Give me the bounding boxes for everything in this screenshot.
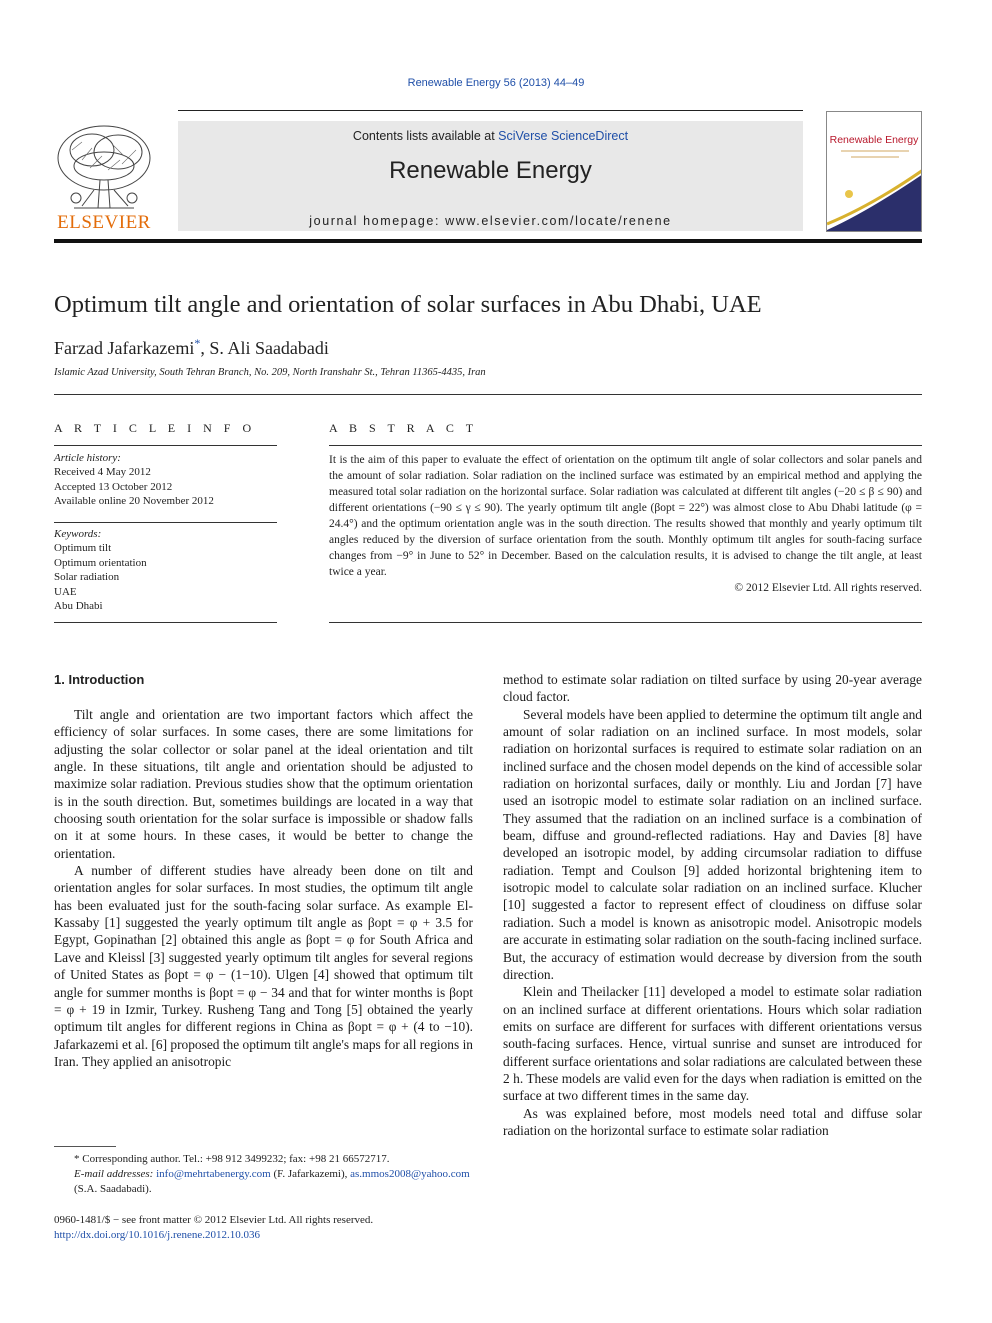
keyword-item: UAE	[54, 585, 77, 598]
keyword-item: Solar radiation	[54, 571, 120, 584]
body-paragraph: Tilt angle and orientation are two important factors which affect the efficiency of solar surfaces. In some cases, there are some limitations for adjusting the solar collector or solar panel at the ideal orientation and tilt angle. In these situations, tilt angle and orientation should be adjusted to maximize solar radiation. Previous studies show that the optimum orientation is in the south direction. But, sometimes buildings are located in a way that choosing south orientation for the solar surface is impossible or shadow falls on it at some hours. In these cases, it would be better to change the orientation.	[54, 707, 473, 861]
history-accepted: Accepted 13 October 2012	[54, 480, 173, 493]
footnote-rule	[54, 1146, 116, 1147]
contents-line	[178, 129, 803, 143]
keywords-label: Keywords:	[54, 528, 102, 540]
article-info-rule-mid	[54, 522, 277, 523]
history-received: Received 4 May 2012	[54, 466, 151, 479]
abstract-text: It is the aim of this paper to evaluate the effect of orientation on the optimum tilt angle of solar collectors and solar panels and the amount of solar radiation. Solar radiation on the inclined surface was estimated by an empirical method and applying the measured total solar radiation on the horizontal surface. Solar radiation was calculated at different tilt angles (−20 ≤ β ≤ 90) and different orientations (−90 ≤ γ ≤ 90). The yearly optimum tilt angle (βopt = 22°) was almost close to Abu Dhabi latitude (φ = 24.4°) and the optimum orientation angle was in the south direction. The results showed that monthly and yearly optimum tilt angles reduced by the diversion of surface orientation from the south. Monthly optimum tilt angles for south-facing surface changes from −9° in June to 52° in December. Based on the calculation results, it is advised to change the tilt angle, at least twice a year.	[329, 454, 922, 578]
header-top-rule	[178, 110, 803, 111]
article-info-rule-top	[54, 445, 277, 446]
article-history	[54, 451, 277, 509]
body-paragraph: Klein and Theilacker [11] developed a model to estimate solar radiation on an inclined surface at different orientations. Hours which solar radiation emits on surface are different for surfaces with different orientations versus south-facing surfaces. Hence, virtual sunrise and sunset are introduced for different surface orientations and solar radiations are calculated between these 2 h. These models are valid even for the days when radiation is emitted on the surface at two different times in the same day.	[503, 984, 922, 1104]
email-link-1[interactable]: info@mehrtabenergy.com	[156, 1168, 271, 1180]
body-column-left	[54, 706, 473, 1070]
abstract-body	[329, 452, 922, 596]
journal-name: Renewable Energy	[389, 157, 592, 184]
keyword-item: Abu Dhabi	[54, 600, 103, 613]
article-info-rule-bottom	[54, 622, 277, 623]
abstract-rule-bottom	[329, 622, 922, 623]
author-1[interactable]: Farzad Jafarkazemi	[54, 338, 195, 358]
issn-line: 0960-1481/$ − see front matter © 2012 Elsevier Ltd. All rights reserved.	[54, 1214, 374, 1226]
email-note	[54, 1167, 473, 1197]
corresponding-note: * Corresponding author. Tel.: +98 912 3499232; fax: +98 21 66572717.	[74, 1153, 390, 1165]
body-paragraph: As was explained before, most models need total and diffuse solar radiation on the horizontal surface to estimate solar radiation	[503, 1105, 922, 1138]
journal-header-box	[178, 121, 803, 231]
email-label: E-mail addresses:	[74, 1168, 157, 1180]
sciencedirect-link[interactable]: SciVerse ScienceDirect	[498, 129, 629, 143]
journal-cover-thumbnail[interactable]	[826, 111, 922, 232]
abstract-rule-top	[329, 445, 922, 446]
author-2[interactable]: , S. Ali Saadabadi	[200, 338, 329, 358]
abstract-copyright: © 2012 Elsevier Ltd. All rights reserved.	[734, 582, 922, 594]
corresponding-author-mark[interactable]: *	[194, 336, 201, 350]
cover-title: Renewable Energy	[829, 134, 919, 146]
keywords	[54, 527, 277, 613]
body-paragraph: method to estimate solar radiation on tilted surface by using 20-year average cloud factor.	[503, 672, 922, 705]
history-online: Available online 20 November 2012	[54, 495, 214, 508]
doi-link[interactable]: http://dx.doi.org/10.1016/j.renene.2012.10.036	[54, 1229, 261, 1241]
email-owner-1: (F. Jafarkazemi),	[270, 1168, 351, 1180]
body-paragraph: A number of different studies have already been done on tilt and orientation angles for solar surfaces. In most studies, the optimum tilt angle has been evaluated just for the south-facing solar surface. As example El-Kassaby [1] suggested the yearly optimum tilt angle as βopt = φ + 3.5 for Egypt, Gopinathan [2] obtained this angle as βopt = φ for South Africa and Lave and Kleissl [3] suggested yearly optimum tilt angles for several regions of United States as βopt = φ − (1−10). Ulgen [4] showed that optimum tilt angle for summer months is βopt = φ − 34 and that for winter months is βopt = φ + 19 in Izmir, Turkey. Rusheng Tang and Tong [5] obtained the yearly optimum tilt angles for different regions in China as βopt = φ + (4 to −10). Jafarkazemi et al. [6] proposed the optimum tilt angle's maps for all regions in Iran. They applied an anisotropic	[54, 863, 473, 1069]
article-info-heading: A R T I C L E I N F O	[54, 421, 256, 435]
article-title: Optimum tilt angle and orientation of solar surfaces in Abu Dhabi, UAE	[54, 291, 762, 318]
journal-homepage[interactable]: journal homepage: www.elsevier.com/locate/renene	[309, 214, 672, 228]
email-link-2[interactable]: as.mmos2008@yahoo.com	[350, 1168, 470, 1180]
cover-swoosh-icon	[827, 112, 922, 232]
history-label: Article history:	[54, 452, 121, 464]
section-divider	[54, 394, 922, 395]
keyword-item: Optimum orientation	[54, 556, 147, 569]
author-footnote	[54, 1152, 473, 1197]
author-list	[54, 336, 329, 359]
page-footer	[54, 1213, 554, 1243]
body-column-right	[503, 671, 922, 1139]
email-owner-2: (S.A. Saadabadi).	[74, 1183, 152, 1195]
contents-prefix: Contents lists available at	[352, 129, 499, 143]
abstract-heading: A B S T R A C T	[329, 421, 478, 435]
affiliation: Islamic Azad University, South Tehran Branch, No. 209, North Iranshahr St., Tehran 11365-4435, Iran	[54, 367, 486, 378]
keyword-item: Optimum tilt	[54, 542, 112, 555]
section-heading-introduction: 1. Introduction	[54, 672, 145, 687]
journal-citation[interactable]: Renewable Energy 56 (2013) 44–49	[407, 77, 585, 89]
publisher-wordmark: ELSEVIER	[57, 212, 151, 233]
header-thick-rule	[54, 239, 922, 243]
body-paragraph: Several models have been applied to determine the optimum tilt angle and amount of solar radiation on an inclined surface. In most models, solar radiation on horizontal surfaces is required to estimate solar radiation on an inclined surface and the chosen model depends on the kind of accessible solar radiation on horizontal surfaces, daily or monthly. Liu and Jordan [7] have used an isotropic model to estimate solar radiation on an inclined surface. They assumed that the radiation on an inclined surface is a combination of beam, diffuse and ground-reflected radiations. Hay and Davies [8] have developed an isotropic model, by adding circumsolar radiation to diffuse radiation. Tempt and Coulson [9] added horizontal brightening item to isotropic model to calculate solar radiation on an inclined surface. Klucher [10] suggested a factor to represent effect of cloudiness on diffuse solar radiation. Such a model is known as anisotropic model. Anisotropic models are accurate in estimating solar radiation on the south-facing inclined surface. But, the accuracy of estimation would decrease by diversion from the south direction.	[503, 706, 922, 982]
